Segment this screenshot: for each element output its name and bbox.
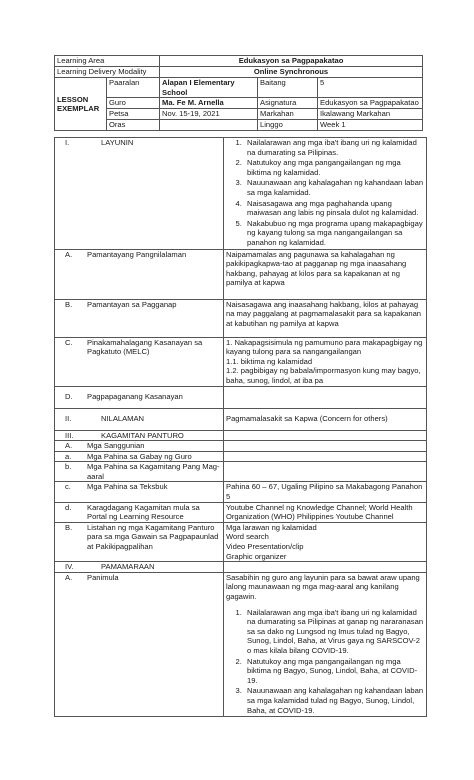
lesson-header-table — [54, 55, 423, 131]
melc-row: C. Pinakamahalagang Kasanayan sa Pagkatuto (MELC) 1. Nakapagsisimula ng pamumuno para makapagbigay ng kayang tulong para sa nangangailangan 1.1. biktima ng kalamidad 1.2. pagbibigay ng babala/impormasyon kung may bagyo, baha, sunog, lindol, at iba pa — [55, 337, 427, 386]
subject-label: Asignatura — [258, 98, 318, 109]
melc-line: 1.1. biktima ng kalamidad — [226, 356, 313, 366]
lesson-plan-table — [54, 137, 427, 717]
content-standard-text: Naipamamalas ang pagunawa sa kahalagahan ng pakikipagkapwa-tao at pagganap ng mga inaasahang hakbang, pahayag at kilos para sa kapakanan at ng pamilya at kapwa — [224, 249, 427, 299]
list-item: 1. Nailalarawan ang mga iba't ibang uri ng kalamidad na dumarating sa Pilipinas at ganap ng nararanasan sa sa dako ng Lungsod ng Imus tulad ng Bagyo, Sunog, Lindol, Baha, at Virus gaya ng SARSCOV-2 o mas kilala bilang COVID-19. — [244, 608, 424, 656]
list-item: 3. Nauunawaan ang kahalagahan ng kahandaan laban sa mga kalamidad tulad ng Bagyo, Sunog, Lindol, Baha, at COVID-19. — [244, 686, 424, 715]
teaching-materials-row: B. Listahan ng mga Kagamitang Panturo para sa mga Gawain sa Pagpapaunlad at Pakikipagpalihan Mga larawan ng kalamidad Word search Video Presentation/clip Graphic organizer — [55, 522, 427, 561]
learner-materials-label: Mga Pahina sa Kagamitang Pang Mag-aaral — [87, 462, 220, 481]
list-item: 1. Nailalarawan ang mga iba't ibang uri ng kalamidad na dumarating sa Pilipinas. — [244, 138, 424, 157]
objectives-cell — [224, 138, 427, 250]
objectives-list — [226, 138, 424, 248]
lr-portal-text: Youtube Channel ng Knowledge Channel; World Health Organization (WHO) Philippines Youtube Channel — [224, 502, 427, 522]
introduction-objectives-list — [226, 608, 424, 716]
list-item: Word search — [226, 532, 269, 542]
school-value: Alapan I Elementary School — [160, 78, 258, 98]
performance-standard-label: Pamantayan sa Pagganap — [87, 299, 177, 309]
week-value: Week 1 — [318, 120, 423, 131]
list-item: 2. Natutukoy ang mga pangangailangan ng mga biktima ng Bagyo, Sunog, Lindol, Baha, at COVID-19. — [244, 657, 424, 686]
materials-label: KAGAMITAN PANTURO — [101, 430, 184, 440]
quarter-label: Markahan — [258, 109, 318, 120]
school-label: Paaralan — [107, 78, 160, 98]
subject-value: Edukasyon sa Pagpapakatao — [318, 98, 423, 109]
materials-row: III. KAGAMITAN PANTURO — [55, 430, 427, 441]
textbook-row: c. Mga Pahina sa Teksbuk Pahina 60 – 67, Ugaling Pilipino sa Makabagong Panahon 5 — [55, 482, 427, 502]
modality-value: Online Synchronous — [160, 67, 423, 78]
textbook-text: Pahina 60 – 67, Ugaling Pilipino sa Makabagong Panahon 5 — [224, 482, 427, 502]
textbook-label: Mga Pahina sa Teksbuk — [87, 482, 168, 492]
performance-standard-text: Naisasagawa ang inaasahang hakbang, kilos at pahayag na may paggalang at pagmamalasakit para sa kapakanan at kabutihan ng pamilya at kapwa — [224, 299, 427, 337]
content-text: Pagmamalasakit sa Kapwa (Concern for others) — [224, 408, 427, 430]
teaching-materials-cell — [224, 522, 427, 561]
list-item: 5. Nakabubuo ng mga programa upang makapagbigay ng kayang tulong sa mga nangangailangan sa panahon ng kalamidad. — [244, 219, 424, 248]
teacher-label: Guro — [107, 98, 160, 109]
teaching-materials-label: Listahan ng mga Kagamitang Panturo para sa mga Gawain sa Pagpapaunlad at Pakikipagpalihan — [87, 522, 219, 552]
melc-cell — [224, 337, 427, 386]
introduction-row: A. Panimula Sasabihin ng guro ang layunin para sa bawat araw upang lalong maunawaan ng mga mag-aaral ang kanilang gagawin. 1. Nailalarawan ang mga iba't ibang uri ng kalamidad na dumarating sa Pilipinas at ganap ng nararanasan sa sa dako ng Lungsod ng Imus tulad ng Bagyo, Sunog, Lindol, Baha, at Virus gaya ng SARSCOV-2 o mas kilala bilang COVID-19. 2. Natutukoy ang mga pangangailangan ng mga biktima ng Bagyo, Sunog, Lindol, Baha, at COVID-19. 3. Nauunawaan ang kahalagahan ng kahandaan laban sa mga kalamidad tulad ng Bagyo, Sunog, Lindol, Baha, at COVID-19. — [55, 572, 427, 716]
grade-value: 5 — [318, 78, 423, 98]
objectives-label: LAYUNIN — [101, 138, 134, 147]
procedure-row: IV. PAMAMARAAN — [55, 562, 427, 573]
melc-line: 1.2. pagbibigay ng babala/impormasyon kung may bagyo, baha, sunog, lindol, at iba pa — [226, 366, 421, 385]
modality-label: Learning Delivery Modality — [55, 67, 160, 78]
learner-materials-row: b. Mga Pahina sa Kagamitang Pang Mag-aaral — [55, 462, 427, 482]
list-item: 2. Natutukoy ang mga pangangailangan ng mga biktima ng kalamidad. — [244, 158, 424, 177]
week-label: Linggo — [258, 120, 318, 131]
time-value — [160, 120, 258, 131]
list-item: 4. Naisasagawa ang mga paghahanda upang maiwasan ang labis ng pinsala dulot ng kalamidad. — [244, 199, 424, 218]
content-label: NILALAMAN — [101, 414, 145, 424]
time-label: Oras — [107, 120, 160, 131]
lr-portal-label: Karagdagang Kagamitan mula sa Portal ng Learning Resource — [87, 502, 200, 522]
melc-label: Pinakamahalagang Kasanayan sa Pagkatuto (MELC) — [87, 337, 203, 357]
references-row: A. Mga Sanggunian — [55, 441, 427, 452]
procedure-label: PAMAMARAAN — [101, 562, 155, 572]
teacher-guide-row: a. Mga Pahina sa Gabay ng Guro — [55, 451, 427, 462]
list-item: 3. Nauunawaan ang kahalagahan ng kahandaan laban sa mga kalamidad. — [244, 178, 424, 197]
lesson-exemplar-label: LESSON EXEMPLAR — [55, 78, 107, 131]
list-item: Video Presentation/clip — [226, 542, 304, 552]
content-standard-row: A. Pamantayang Pangnilalaman Naipamamalas ang pagunawa sa kahalagahan ng pakikipagkapwa-tao at pagganap ng mga inaasahang hakbang, pahayag at kilos para sa kapakanan at ng pamilya at kapwa — [55, 249, 427, 299]
introduction-text: Sasabihin ng guro ang layunin para sa bawat araw upang lalong maunawaan ng mga mag-aaral ang kanilang gagawin. — [226, 572, 420, 601]
teacher-guide-label: Mga Pahina sa Gabay ng Guro — [87, 451, 192, 461]
content-standard-label: Pamantayang Pangnilalaman — [87, 249, 187, 259]
introduction-cell — [224, 572, 427, 716]
introduction-label: Panimula — [87, 572, 119, 582]
melc-line: 1. Nakapagsisimula ng pamumuno para makapagbigay ng kayang tulong para sa nangangailangan — [226, 337, 423, 357]
date-value: Nov. 15-19, 2021 — [160, 109, 258, 120]
content-row: II. NILALAMAN Pagmamalasakit sa Kapwa (Concern for others) — [55, 408, 427, 430]
learning-area-label: Learning Area — [55, 56, 160, 67]
teacher-value: Ma. Fe M. Arnella — [160, 98, 258, 109]
date-label: Petsa — [107, 109, 160, 120]
references-label: Mga Sanggunian — [87, 441, 145, 451]
objectives-row: I. LAYUNIN 1. Nailalarawan ang mga iba't ibang uri ng kalamidad na dumarating sa Pilipinas. 2. Natutukoy ang mga pangangailangan ng mga biktima ng kalamidad. 3. Nauunawaan ang kahalagahan ng kahandaan laban sa mga kalamidad. 4. Naisasagawa ang mga paghahanda upang maiwasan ang labis ng pinsala dulot ng kalamidad. 5. Nakabubuo ng mga programa upang makapagbigay ng kayang tulong sa mga nangangailangan sa panahon ng kalamidad. — [55, 138, 427, 250]
list-item: Mga larawan ng kalamidad — [226, 522, 317, 532]
learning-area-value: Edukasyon sa Pagpapakatao — [160, 56, 423, 67]
list-item: Graphic organizer — [226, 551, 287, 561]
enabling-skills-label: Pagpapaganang Kasanayan — [87, 392, 183, 402]
lr-portal-row: d. Karagdagang Kagamitan mula sa Portal ng Learning Resource Youtube Channel ng Knowledge Channel; World Health Organization (WHO) Philippines Youtube Channel — [55, 502, 427, 522]
quarter-value: Ikalawang Markahan — [318, 109, 423, 120]
enabling-skills-row: D. Pagpapaganang Kasanayan — [55, 386, 427, 408]
performance-standard-row: B. Pamantayan sa Pagganap Naisasagawa ang inaasahang hakbang, kilos at pahayag na may paggalang at pagmamalasakit para sa kapakanan at kabutihan ng pamilya at kapwa — [55, 299, 427, 337]
grade-label: Baitang — [258, 78, 318, 98]
